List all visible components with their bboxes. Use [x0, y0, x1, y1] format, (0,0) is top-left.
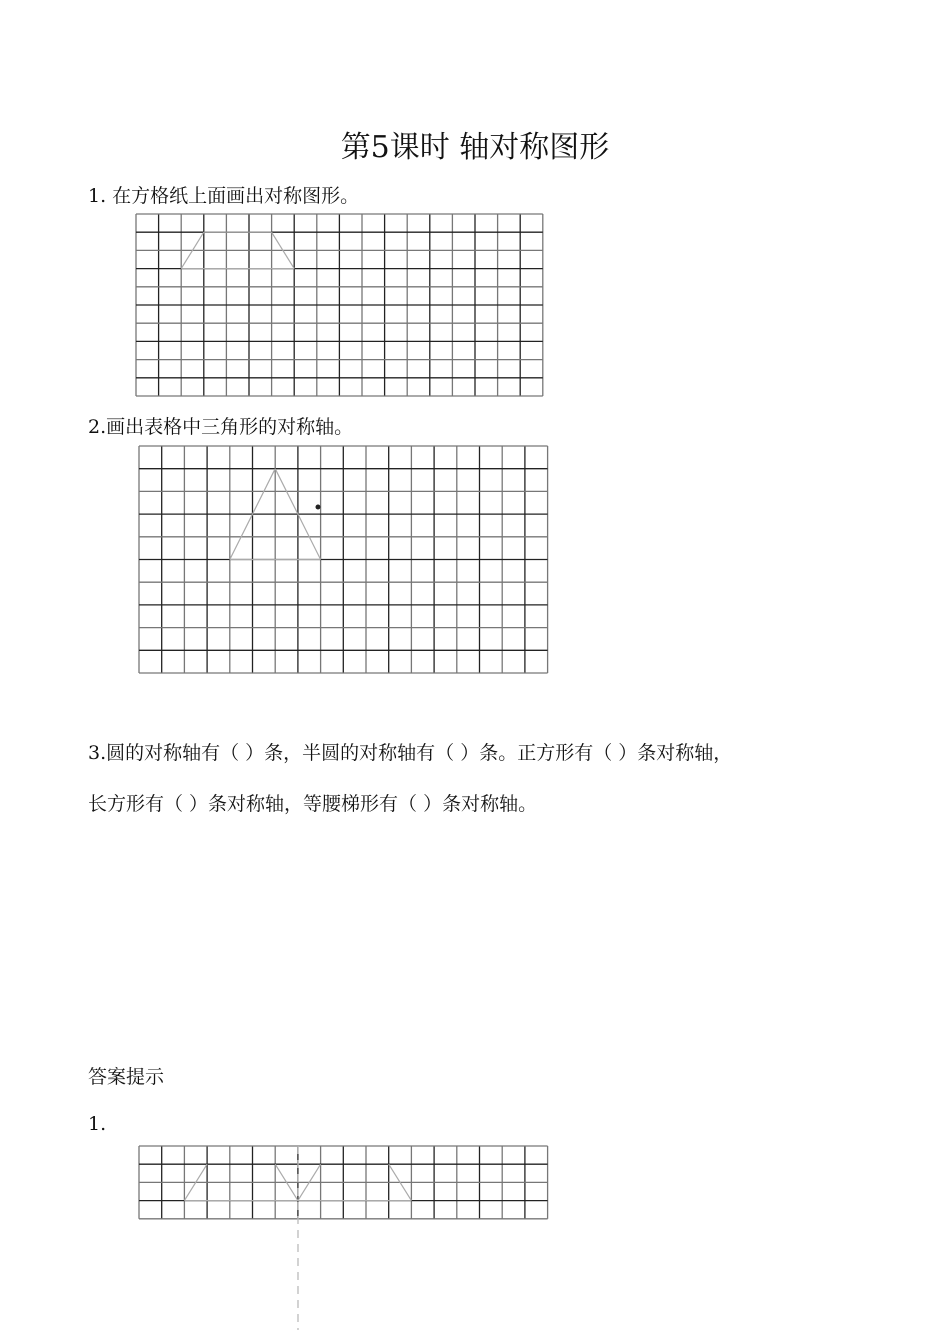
question-1: 1. 在方格纸上面画出对称图形。	[88, 185, 360, 207]
question-3-line-2: 长方形有（ ）条对称轴，等腰梯形有（ ）条对称轴。	[88, 793, 538, 815]
question-3-line-1: 3.圆的对称轴有（ ）条，半圆的对称轴有（ ）条。正方形有（ ）条对称轴，	[88, 742, 733, 764]
dot-marker	[316, 505, 321, 510]
grid-question-1	[136, 214, 543, 396]
answer-heading: 答案提示	[88, 1066, 165, 1088]
grid-answer-1	[139, 1146, 548, 1330]
grid-question-2	[139, 446, 548, 673]
answer-1-label: 1.	[88, 1113, 107, 1135]
question-2: 2.画出表格中三角形的对称轴。	[88, 416, 354, 438]
page-title: 第5课时 轴对称图形	[340, 130, 610, 165]
